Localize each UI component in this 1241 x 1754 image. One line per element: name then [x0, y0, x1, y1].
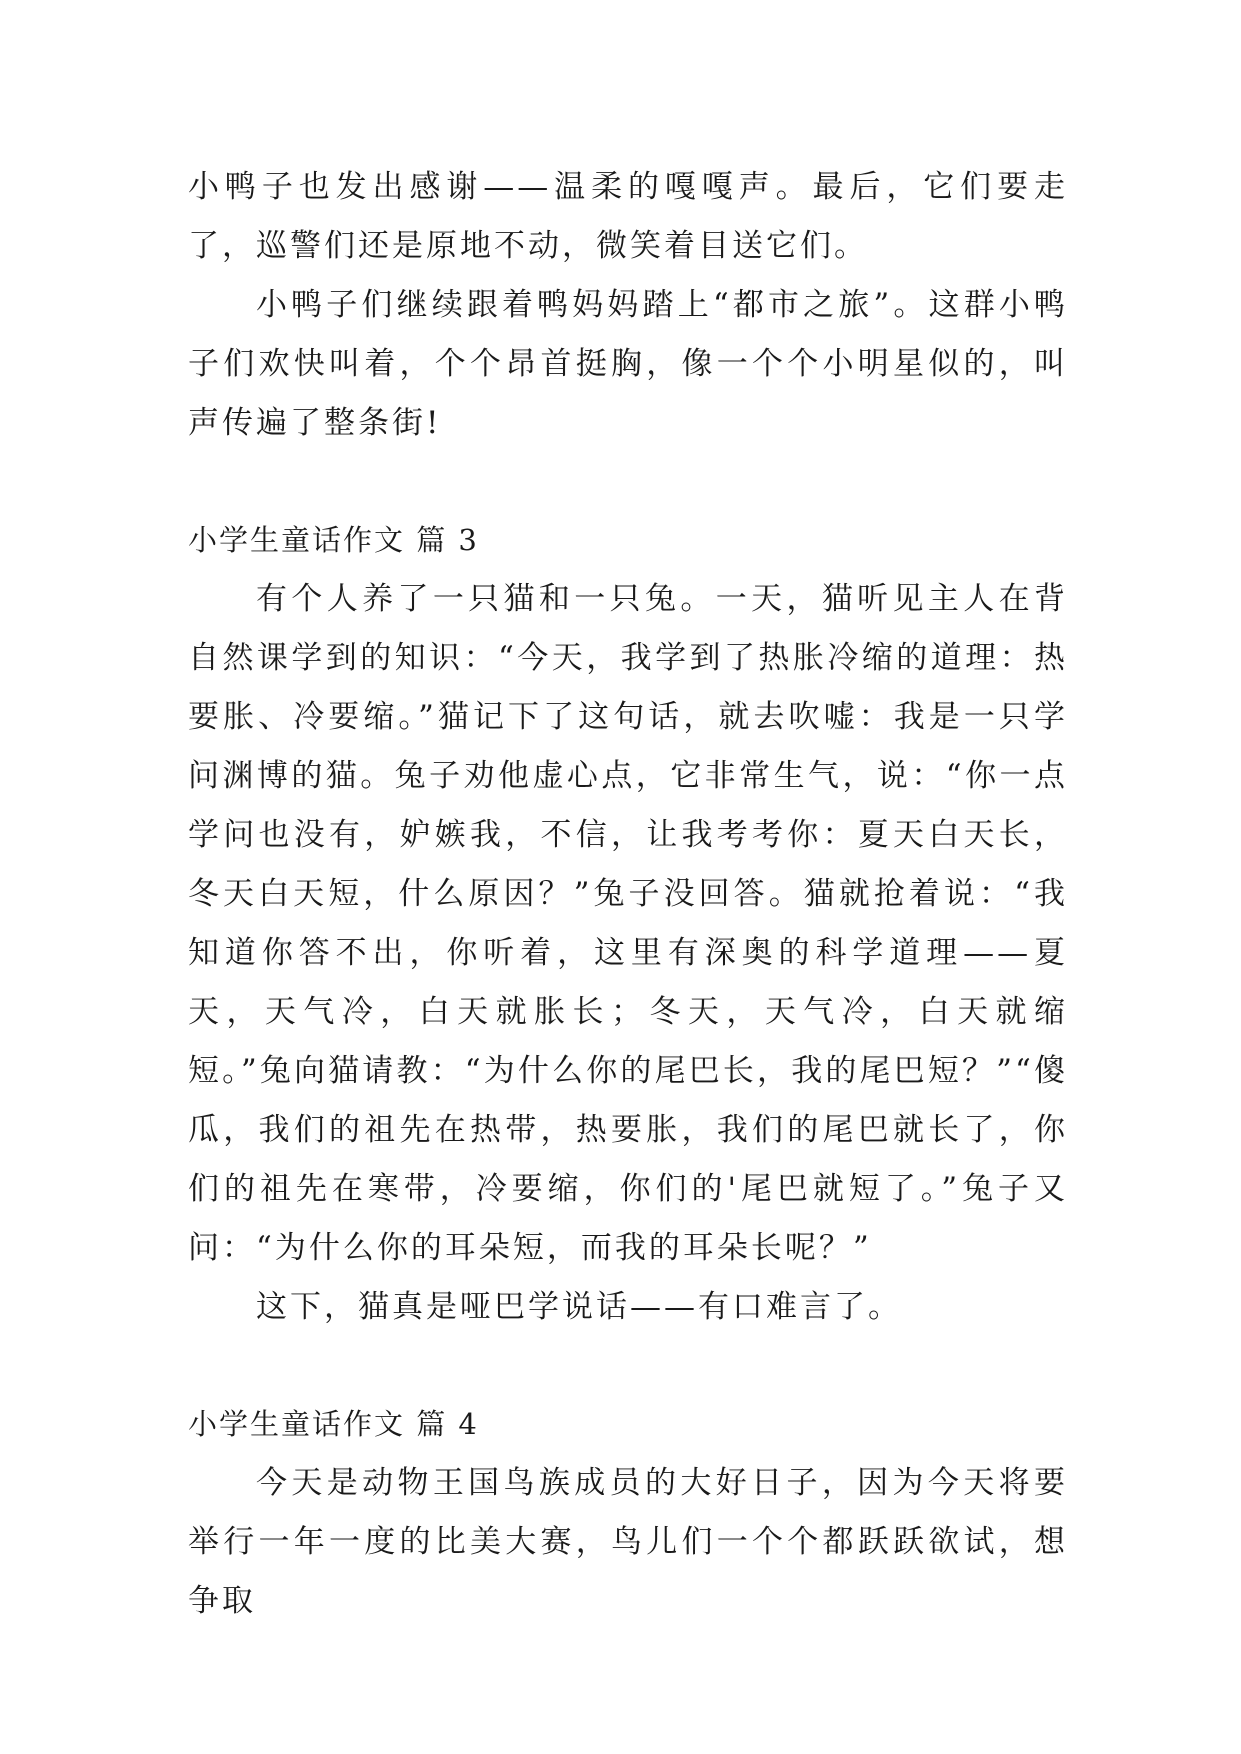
paragraph-ducklings-thanks: 小鸭子也发出感谢——温柔的嘎嘎声。最后，它们要走了，巡警们还是原地不动，微笑着目送它们。 — [188, 169, 1068, 264]
section-spacer — [188, 1337, 1068, 1395]
document-body — [188, 158, 1068, 1631]
paragraph-bird-contest: 今天是动物王国鸟族成员的大好日子，因为今天将要举行一年一度的比美大赛，鸟儿们一个个都跃跃欲试，想争取 — [188, 1465, 1068, 1619]
paragraph-cat-speechless: 这下，猫真是哑巴学说话——有口难言了。 — [256, 1289, 902, 1325]
paragraph-cat-and-rabbit: 有个人养了一只猫和一只兔。一天，猫听见主人在背自然课学到的知识：“今天，我学到了热胀冷缩的道理：热要胀、冷要缩。”猫记下了这句话，就去吹嘘：我是一只学问渊博的猫。兔子劝他虚心点，它非常生气，说：“你一点学问也没有，妒嫉我，不信，让我考考你：夏天白天长，冬天白天短，什么原因？”兔子没回答。猫就抢着说：“我知道你答不出，你听着，这里有深奥的科学道理——夏天，天气冷，白天就胀长；冬天，天气冷，白天就缩短。”兔向猫请教：“为什么你的尾巴长，我的尾巴短？”“傻瓜，我们的祖先在热带，热要胀，我们的尾巴就长了，你们的祖先在寒带，冷要缩，你们的'尾巴就短了。”兔子又问：“为什么你的耳朵短，而我的耳朵长呢？” — [188, 581, 1068, 1266]
section-spacer — [188, 453, 1068, 511]
section-heading-3: 小学生童话作文 篇 3 — [188, 523, 479, 557]
paragraph-ducklings-journey: 小鸭子们继续跟着鸭妈妈踏上“都市之旅”。这群小鸭子们欢快叫着，个个昂首挺胸，像一个个小明星似的，叫声传遍了整条街! — [188, 287, 1068, 441]
section-heading-4: 小学生童话作文 篇 4 — [188, 1407, 479, 1441]
